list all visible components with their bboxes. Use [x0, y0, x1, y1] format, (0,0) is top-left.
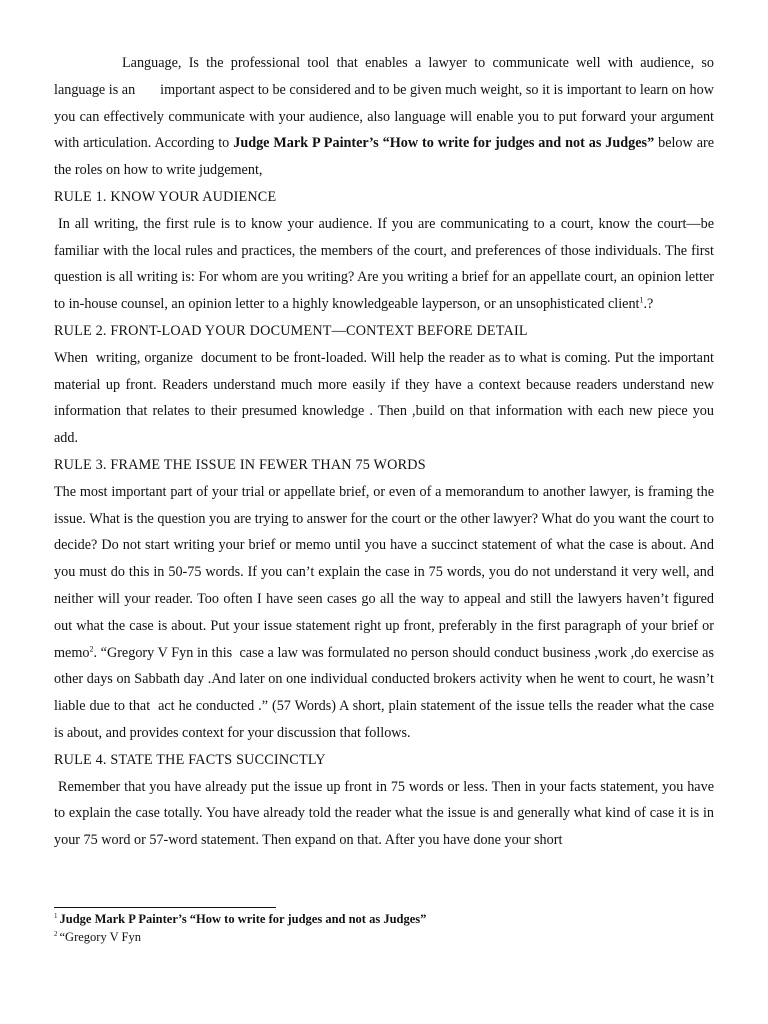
intro-text: Language, Is the professional tool that enables a lawyer to communicate well with audience, so language is an important aspect to be considered and to be given much weight, so it is important to learn on how you can effectively communicate with your audience, also language will enable you to put forward your argument with articulation. According to [54, 55, 714, 152]
footnote-ref-1[interactable]: 1 [639, 295, 644, 305]
footnotes [54, 910, 714, 946]
rule-1-heading: RULE 1. KNOW YOUR AUDIENCE [54, 188, 277, 205]
footnote-1-number: 1 [54, 911, 58, 920]
rule-3-paragraph [54, 479, 714, 747]
rule-1-tail: .? [643, 296, 654, 313]
document-body [54, 50, 714, 854]
footnote-separator [54, 907, 276, 908]
footnote-1 [54, 910, 714, 928]
rule-1-text: In all writing, the first rule is to know your audience. If you are communicating to a court, know the court—be familiar with the local rules and practices, the members of the court, and preferences of those individuals. The first question is all writing is: For whom are you writing? Are you writing a brief for an appellate court, an opinion letter to in-house counsel, an opinion letter to a highly knowledgeable layperson, or an unsophisticated client [54, 215, 714, 313]
rule-3-heading: RULE 3. FRAME THE ISSUE IN FEWER THAN 75 WORDS [54, 456, 426, 473]
intro-paragraph [54, 50, 714, 184]
rule-2-heading: RULE 2. FRONT-LOAD YOUR DOCUMENT—CONTEXT BEFORE DETAIL [54, 322, 528, 339]
footnote-2-number: 2 [54, 929, 58, 938]
rule-2-paragraph: When writing, organize document to be front-loaded. Will help the reader as to what is coming. Put the important material up front. Readers understand much more easily if they have a context because readers understand new information that relates to their presumed knowledge . Then ,build on that information with each new piece you add. [54, 349, 714, 447]
rule-3-tail: . “Gregory V Fyn in this case a law was formulated no person should conduct business ,work ,do exercise as other days on Sabbath day .And later on one individual conducted brokers activity when he went to court, he wasn’t liable due to that act he conducted .” (57 Words) A short, plain statement of the issue tells the reader what the case is about, and provides context for your discussion that follows. [54, 644, 714, 741]
footnote-2-text: “Gregory V Fyn [59, 930, 141, 944]
intro-text-end: below are the roles on how to write judgement, [54, 135, 715, 179]
rule-4-paragraph: Remember that you have already put the issue up front in 75 words or less. Then in your facts statement, you have to explain the case totally. You have already told the reader what the issue is and generally what kind of case it is in your 75 word or 57-word statement. Then expand on that. After you have done your short [54, 778, 714, 849]
cited-work-title: Judge Mark P Painter’s “How to write for judges and not as Judges” [233, 135, 655, 152]
rule-1-paragraph [54, 211, 714, 318]
footnote-ref-2[interactable]: 2 [89, 643, 94, 653]
rule-3-text: The most important part of your trial or appellate brief, or even of a memorandum to another lawyer, is framing the issue. What is the question you are trying to answer for the court or the other lawyer? What do you want the court to decide? Do not start writing your brief or memo until you have a succinct statement of what the case is about. And you must do this in 50-75 words. If you can’t explain the case in 75 words, you do not understand it very well, and neither will your reader. Too often I have seen cases go all the way to appeal and still the lawyers haven’t figured out what the case is about. Put your issue statement right up front, preferably in the first paragraph of your brief or memo [54, 483, 714, 661]
footnote-2 [54, 928, 714, 946]
footnote-1-text: Judge Mark P Painter’s “How to write for judges and not as Judges” [59, 912, 427, 926]
rule-4-heading: RULE 4. STATE THE FACTS SUCCINCTLY [54, 751, 326, 768]
